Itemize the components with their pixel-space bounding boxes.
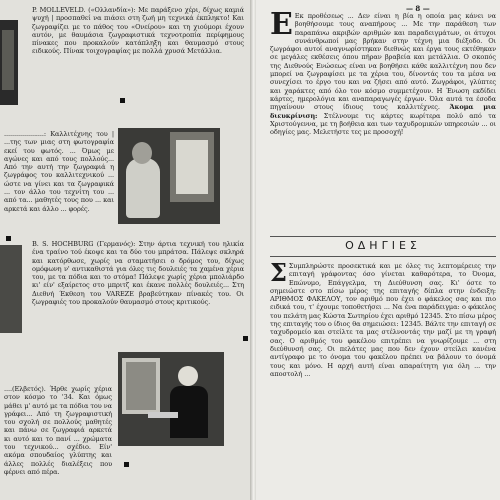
bullet-mark [120, 98, 125, 103]
artist-hochburg-bio: B. S. HOCHBURG (Γερμανός): Στην άρτια τεχνική του ηλικία ένα τραίνο τού έκοψε και τα δύο του μπράτσα. Πάλεψε σκληρά και κατόρθωσε, χωρίς να σταματήσει ο δρόμος του, δίχως ομόφωνη ν' αντικαθιστά για όλες τις δουλειές τα χαμένα χέρια του, με τα πόδια και το στόμα! Πάλεψε χωρίς χέρια μπολιάρδο κι' είν' εξαίρετος στο μπριτζ και έκανε πολλές δουλειές... Στη Διεθνή Έκθεση του VAREZE βραβεύτηκαν πίνακές του. Οι ζωγραφιές του προκαλούν θαυμασμό στους κριτικούς. [32, 240, 244, 307]
bullet-mark [124, 462, 129, 467]
instructions-heading: ΟΔΗΓΙΕΣ [345, 239, 421, 252]
artist-at-easel-photo [118, 128, 220, 224]
painting-photo-top [0, 20, 18, 105]
dropcap-e: Ε [270, 7, 293, 42]
bullet-mark [243, 336, 248, 341]
artist-molleveld-bio: P. MOLLEVELD. («Ολλανδία»): Με παράξενο χέρι, δίχως καμιά ψυχή | προσπαθεί να πιάσει στη ζωή μη τεχνικά έκπληκτο! Και ζωγραφίζει με το πάθος του «Ονείρου» και τη χιούμορι έχουν αυτόν, με θαυμάσια ζωγραφιστικά τεχνοτροπία περίφημους πίνακες που προκαλούν κατάπληξη και θαυμασμό στους ειδικούς. Πίνακ τοιχογραφίας με πολλά χρυσά Μετάλλια. [32, 6, 244, 56]
page-number: — 8 — [406, 4, 430, 13]
artist-bio-2: ....................: Καλλιτέχνης του | ...της των μιας στη φωτογραφία εκεί του φωτός. ... Όμως με αγώνες και από τους πολλούς... Από την αυτή την ζωγραφιά η ζωγράφος του καλλιτεχνικού ... ώστε να γίνει και τα ζωγραφικά ... τον άλλο του τεχνίτη του ... από τα... μαθητές τους που ... και αρκετά και άλλο ... φορές. [4, 130, 114, 213]
bullet-mark [6, 236, 11, 241]
dropcap-s: Σ [270, 258, 287, 287]
artist-swiss-bio: ....(Ελβετός). Ήρθε χωρίς χέρια στον κόσμο το '34. Και όμως μάθει μ' αυτό με τα πόδια του να γράφει... Από τη ζωγραφιστική του σχολή σε πολλούς μαθητές και πάνω σε ζωγραφιά αρκετά κι αυτό και το πανί ... χρώματα του τεχνικού... σχέδιο. Είν' ακόμα σπουδαίος γλύπτης και άλλες πολλές διαλέξεις που φέρνει από πέρα. [4, 385, 112, 476]
intro-text: Ε Εκ προθέσεως ... Δεν είναι η βία η οποία μας κάνει να βοηθήσουμε τους αναπήρους ... Με την παράθεση των παραπάνω ακριβών αριθμών και παραδειγμάτων, οι άτυχοι συνάνθρωποί μας βρήκαν στην τέχνη μια διέξοδο. Οι ζωγράφοι αυτοί αναγνωρίστηκαν διεθνώς και έργα τους εκτέθηκαν σε μεγάλες εκθέσεις όπου πήραν βραβεία και μετάλλια. Ο σκοπός της Διεθνούς Ενώσεως είναι να βοηθήσει κάθε καλλιτέχνη που δεν μπορεί να ζωγραφίσει με τα χέρια του, δίνοντάς του τα μέσα να συνεχίσει το έργο του και να ζήσει από αυτό. Ζωγράφοι, γλύπτες και χαράκτες από όλο τον κόσμο συμμετέχουν. Η Ένωση εκδίδει κάρτες, ημερολόγια και αναπαραγωγές έργων. Όλα αυτά τα έσοδα πηγαίνουν στους ίδιους τους καλλιτέχνες. Άκομα μια διευκρίνιση: Στέλνουμε τις κάρτες κωρίτερα πολύ από τα Χριστούγεννα, με τη βοήθεια και των ταχυδρομικών υπηρεσιών ... οι οδηγίες μας. Μελετήστε τες με προσοχή! [270, 7, 497, 137]
instructions-text: Σ Συμπληρώστε προσεκτικά και με όλες τις λεπτομέρειες την επιταγή γράφοντας όσο γίνεται καθαρότερα, το Όνομα, Επώνυμο, Επάγγελμα, τη Διεύθυνση σας. Κι' όστε το σημειώστε στο πίσω μέρος της επιταγής δίπλα στην ένδειξη: ΑΡΙΘΜΟΣ ΦΑΚΕΛΟΥ, τον αριθμό που έχει ο φάκελος σας και πιο ειδικά του, τ' έχουμε τοποθετήσει ... Να ένα παράδειγμα: ο φάκελος του πελάτη μας Κώστα Σωτηρίου έχει αριθμό 12345. Στο πίσω μέρος της επιταγής του ο ίδιος θα σημειώσει: 12345. Βάλτε την επιταγή σε ταχυδρομείο και στείλτε τα μας στέλνοντάς την μαζί με τη γραφή σας. Ο αριθμός του φακέλου επιτρέπει να γνωρίζουμε ... στη διεύθυνσή σας. Οι πελάτες μας που δεν έχουν στείλει κανένα αντίγραφο με το όνομα του φακέλου πρέπει να βάλουν το όνομά τους και μόνο. Η αρχή αυτή είναι απαραίτητη για όλη ... την αποστολή ... [270, 258, 496, 378]
painting-photo-mid [0, 245, 22, 333]
right-page [256, 0, 500, 500]
section-rule [270, 256, 496, 257]
artist-painting-seated-photo [118, 352, 224, 446]
section-rule [270, 236, 496, 237]
